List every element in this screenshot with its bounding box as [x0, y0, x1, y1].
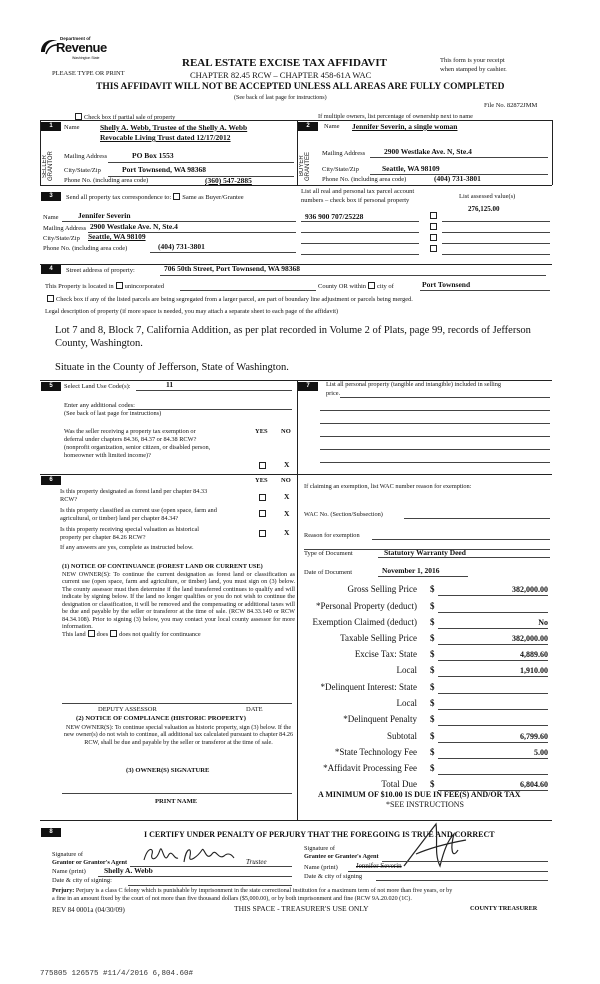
grantee-sig-label-2: Grantee or Grantee's Agent — [304, 853, 379, 860]
street-value[interactable]: 706 50th Street, Port Townsend, WA 98368 — [164, 264, 300, 273]
same-as-checkbox[interactable] — [173, 193, 180, 200]
s6-yes-header: YES — [255, 477, 268, 484]
does-not-checkbox[interactable] — [110, 630, 117, 637]
exemption-q-4: homeowner with limited income)? — [64, 452, 151, 459]
fee-underline — [438, 644, 548, 645]
fee-label: *Delinquent Penalty — [343, 714, 417, 724]
fee-label: Total Due — [381, 779, 417, 789]
grantor-sig-label-1: Signature of — [52, 851, 83, 858]
exemption-wac-label: If claiming an exemption, list WAC number reason for exemption: — [304, 483, 472, 490]
certify: I CERTIFY UNDER PENALTY OF PERJURY THAT THE FOREGOING IS TRUE AND CORRECT — [144, 830, 495, 839]
fee-dollar: $ — [430, 779, 435, 789]
cashier-stamp: 775805 126575 #11/4/2016 6,804.60# — [40, 970, 194, 978]
fee-underline — [438, 725, 548, 726]
county-treasurer: COUNTY TREASURER — [470, 905, 538, 912]
fee-value[interactable]: 6,804.60 — [520, 780, 548, 789]
deputy-assessor: DEPUTY ASSESSOR — [98, 706, 157, 713]
buyer-mailing[interactable]: 2900 Westlake Ave. N, Ste.4 — [384, 147, 472, 156]
deputy-date: DATE — [246, 706, 263, 713]
dor-logo — [38, 34, 108, 66]
grantor-signature — [140, 842, 258, 866]
section-3-number: 3 — [41, 192, 61, 201]
treasurer-space: THIS SPACE - TREASURER'S USE ONLY — [234, 904, 369, 913]
segregated: Check box if any of the listed parcels are being segregated from a larger parcel, are part of boundary line adjustment or parcels being merged. — [45, 295, 413, 303]
fee-label: Local — [396, 665, 417, 675]
buyer-name-label: Name — [324, 123, 340, 130]
grantee-signature-icon — [396, 820, 476, 876]
segregated-checkbox[interactable] — [47, 295, 54, 302]
current-use-yes-checkbox[interactable] — [259, 510, 266, 517]
seller-city[interactable]: Port Townsend, WA 98368 — [122, 165, 207, 174]
seller-label: SELLER GRANTOR — [42, 151, 54, 181]
buyer-phone[interactable]: (404) 731-3801 — [434, 174, 481, 183]
grantee-sig-label-1: Signature of — [304, 845, 335, 852]
mail-name[interactable]: Jennifer Severin — [78, 211, 131, 220]
grantor-name-label: Name (print) — [52, 868, 86, 875]
parcel-checkbox-2[interactable] — [430, 223, 437, 230]
land-use-label: Select Land Use Code(s): — [64, 383, 131, 390]
seller-phone[interactable]: (360) 547-2885 — [205, 176, 252, 185]
mail-city[interactable]: Seattle, WA 98109 — [88, 232, 146, 241]
multiple-owners: If multiple owners, list percentage of ownership next to name — [318, 113, 473, 120]
forest-q-2: RCW? — [60, 496, 78, 503]
exemption-no-answer[interactable]: X — [284, 460, 290, 469]
fee-value[interactable]: 5.00 — [534, 748, 548, 757]
fee-label: Exemption Claimed (deduct) — [312, 617, 417, 627]
if-yes-note: If any answers are yes, complete as instructed below. — [60, 544, 194, 551]
assessed-value[interactable]: 276,125.00 — [468, 205, 500, 213]
doc-date-value[interactable]: November 1, 2016 — [382, 566, 440, 575]
parcel-label-1: List all real and personal tax parcel account — [301, 188, 415, 195]
fee-value[interactable]: 382,000.00 — [512, 634, 548, 643]
mail-phone[interactable]: (404) 731-3801 — [158, 242, 205, 251]
fee-dollar: $ — [430, 731, 435, 741]
seller-mailing[interactable]: PO Box 1553 — [132, 151, 174, 160]
notice-2-title: (2) NOTICE OF COMPLIANCE (HISTORIC PROPERTY) — [76, 715, 246, 722]
exemption-q-2: deferral under chapters 84.36, 84.37 or 84.38 RCW? — [64, 436, 197, 443]
current-use-q-1: Is this property classified as current use (open space, farm and — [60, 507, 217, 514]
fee-underline — [438, 758, 548, 759]
land-use-value[interactable]: 11 — [166, 380, 174, 389]
fee-underline — [438, 612, 548, 613]
forest-q-1: Is this property designated as forest land per chapter 84.33 — [60, 488, 208, 495]
historic-no-answer[interactable]: X — [284, 528, 290, 537]
fee-dollar: $ — [430, 665, 435, 675]
property-located: This Property is located in unincorporated — [45, 283, 164, 290]
legal-line-1: Lot 7 and 8, Block 7, California Addition, as per plat recorded in Volume 2 of Plats, page 99, records of Jefferson — [55, 325, 531, 336]
forest-yes-checkbox[interactable] — [259, 494, 266, 501]
fee-label: Taxable Selling Price — [340, 633, 417, 643]
grantee-date-label: Date & city of signing — [304, 873, 363, 880]
mail-city-label: City/State/Zip — [43, 235, 80, 242]
fee-underline — [438, 693, 548, 694]
buyer-label: BUYER GRANTEE — [299, 151, 311, 181]
historic-q-1: Is this property receiving special valuation as historical — [60, 526, 200, 533]
section-1-number: 1 — [41, 122, 61, 131]
mail-name-label: Name — [43, 214, 59, 221]
fee-label: Subtotal — [386, 731, 417, 741]
notice-2-text: NEW OWNER(S): To continue special valuation as historic property, sign (3) below. If the new owner(s) do not wish to continue, all additional tax calculated pursuant to chapter 84.26 RCW, shall be due and payable by the seller or transferor at the time of sale. — [63, 724, 294, 746]
see-back: (See back of last page for instructions) — [234, 95, 327, 101]
historic-yes-checkbox[interactable] — [259, 530, 266, 537]
owner-signature: (3) OWNER(S) SIGNATURE — [126, 767, 210, 774]
grantor-trustee: Trustee — [246, 858, 267, 866]
receipt-note-2: when stamped by cashier. — [440, 66, 507, 73]
grantee-name-value[interactable]: Jennifer Severin — [356, 862, 402, 870]
buyer-phone-label: Phone No. (including area code) — [322, 176, 407, 183]
mail-phone-label: Phone No. (including area code) — [43, 245, 128, 252]
fee-dollar: $ — [430, 763, 435, 773]
fee-underline — [438, 676, 548, 677]
personal-property-label-2: price. — [326, 390, 341, 397]
fee-label: Local — [396, 698, 417, 708]
fee-underline — [438, 774, 548, 775]
minimum-fee: A MINIMUM OF $10.00 IS DUE IN FEE(S) AND/OR TAX — [318, 790, 521, 799]
fee-dollar: $ — [430, 649, 435, 659]
section-4-number: 4 — [41, 265, 61, 274]
fee-value[interactable]: 4,889.60 — [520, 650, 548, 659]
notice-1-text: NEW OWNER(S): To continue the current designation as forest land or classification as current use (open space, farm and agriculture, or timber) land, you must sign on (3) below. The county assessor must then determine if the land transferred continues to qualify and will indicate by signing below. If the land no longer qualifies or you do not wish to continue the designation or classification, it will be removed and the compensating or additional taxes will be due and payable by the seller or transferor at the time of sale. (RCW 84.33.140 or RCW 84.34.108). Prior to signing (3) below, you may contact your local county assessor for more information. — [62, 571, 295, 631]
mail-mailing[interactable]: 2900 Westlake Ave. N, Ste.4 — [90, 222, 178, 231]
personal-property-label-1: List all personal property (tangible and intangible) included in selling — [326, 381, 502, 388]
fee-label: Gross Selling Price — [347, 584, 417, 594]
exemption-q-1: Was the seller receiving a property tax exemption or — [64, 428, 196, 435]
doc-type-value[interactable]: Statutory Warranty Deed — [384, 548, 466, 557]
fee-dollar: $ — [430, 698, 435, 708]
receipt-note-1: This form is your receipt — [440, 57, 505, 64]
buyer-mailing-label: Mailing Address — [322, 150, 366, 157]
form-chapters: CHAPTER 82.45 RCW – CHAPTER 458-61A WAC — [190, 70, 372, 80]
fee-label: *Personal Property (deduct) — [316, 601, 417, 611]
continuance: This land does does not qualify for continuance — [62, 631, 201, 638]
partial-sale-label: Check box if partial sale of property — [84, 114, 176, 121]
fee-label: *Affidavit Processing Fee — [323, 763, 417, 773]
parcel-value[interactable]: 936 900 707/25228 — [305, 212, 364, 221]
rev-number: REV 84 0001a (04/30/09) — [52, 906, 125, 914]
grantor-sig-label-2: Grantor or Grantor's Agent — [52, 859, 128, 866]
buyer-name[interactable]: Jennifer Severin, a single woman — [352, 122, 458, 131]
street-label: Street address of property: — [66, 267, 135, 274]
current-use-q-2: agricultural, or timber) land per chapter 84.34? — [60, 515, 179, 522]
grantee-name-label: Name (print) — [304, 864, 338, 871]
please-type: PLEASE TYPE OR PRINT — [52, 70, 125, 77]
grantor-name-value[interactable]: Shelly A. Webb — [104, 866, 153, 875]
form-warning: THIS AFFIDAVIT WILL NOT BE ACCEPTED UNLESS ALL AREAS ARE FULLY COMPLETED — [96, 82, 505, 92]
perjury-line-2: a fine in an amount fixed by the court of not more than five thousand dollars ($5,000.00), or by both imprisonment and fine (RCW 9A.20.020 (1C). — [52, 896, 412, 902]
section-8-number: 8 — [41, 828, 61, 837]
buyer-city[interactable]: Seattle, WA 98109 — [382, 164, 440, 173]
legal-line-2: County, Washington. — [55, 338, 143, 349]
s5-no-header: NO — [281, 428, 291, 435]
assessed-label: List assessed value(s) — [459, 193, 516, 200]
parcel-checkbox-1[interactable] — [430, 212, 437, 219]
parcel-checkbox-4[interactable] — [430, 245, 437, 252]
city-of-checkbox[interactable] — [368, 282, 375, 289]
reason-label: Reason for exemption — [304, 532, 360, 539]
section-7-number: 7 — [298, 382, 318, 391]
fee-dollar: $ — [430, 617, 435, 627]
seller-name-1[interactable]: Shelly A. Webb, Trustee of the Shelly A. Webb — [100, 123, 248, 132]
seller-phone-label: Phone No. (including area code) — [64, 177, 149, 184]
fee-dollar: $ — [430, 747, 435, 757]
fee-underline — [438, 628, 548, 629]
forest-no-answer[interactable]: X — [284, 492, 290, 501]
unincorporated-checkbox[interactable] — [116, 282, 123, 289]
county-within: County OR within city of — [318, 283, 394, 290]
additional-see-back: (See back of last page for instructions) — [64, 410, 162, 417]
s5-yes-header: YES — [255, 428, 268, 435]
section-6-number: 6 — [41, 476, 61, 485]
buyer-city-label: City/State/Zip — [322, 166, 359, 173]
fee-value[interactable]: No — [538, 618, 548, 627]
logo-top: Department of — [60, 36, 91, 41]
exemption-q-3: (nonprofit organization, senior citizen, or disabled person, — [64, 444, 211, 451]
fee-value[interactable]: 6,799.60 — [520, 732, 548, 741]
fee-dollar: $ — [430, 714, 435, 724]
fee-underline — [438, 709, 548, 710]
seller-name-2[interactable]: Revocable Living Trust dated 12/17/2012 — [100, 133, 231, 142]
fee-dollar: $ — [430, 584, 435, 594]
exemption-yes-checkbox[interactable] — [259, 462, 266, 469]
fee-value[interactable]: 382,000.00 — [512, 585, 548, 594]
parcel-label-2: numbers – check box if personal property — [301, 197, 410, 204]
send-correspondence: Send all property tax correspondence to: Same as Buyer/Grantee — [66, 194, 244, 201]
fee-label: Excise Tax: State — [354, 649, 417, 659]
fee-dollar: $ — [430, 682, 435, 692]
section-2-number: 2 — [298, 122, 318, 131]
fee-underline — [438, 595, 548, 596]
see-instructions: *SEE INSTRUCTIONS — [386, 800, 465, 809]
fee-label: *Delinquent Interest: State — [320, 682, 417, 692]
fee-label: *State Technology Fee — [334, 747, 417, 757]
s6-no-header: NO — [281, 477, 291, 484]
grantee-signature — [396, 820, 476, 876]
seller-city-label: City/State/Zip — [64, 167, 101, 174]
seller-mailing-label: Mailing Address — [64, 153, 108, 160]
print-name: PRINT NAME — [155, 798, 198, 805]
logo-name: Revenue — [56, 40, 107, 55]
grantor-date-label: Date & city of signing: — [52, 877, 112, 884]
fee-underline — [438, 742, 548, 743]
legal-line-3: Situate in the County of Jefferson, State of Washington. — [55, 362, 289, 373]
fee-underline — [438, 660, 548, 661]
doc-date-label: Date of Document — [304, 569, 353, 576]
does-checkbox[interactable] — [88, 630, 95, 637]
perjury-line-1: Perjury: Perjury is a class C felony which is punishable by imprisonment in the state correctional institution for a maximum term of not more than five years, or by — [52, 888, 453, 894]
historic-q-2: property per chapter 84.26 RCW? — [60, 534, 146, 541]
logo-sub: Washington State — [72, 56, 100, 60]
partial-sale-checkbox[interactable] — [75, 113, 82, 120]
wac-no-label: WAC No. (Section/Subsection) — [304, 511, 383, 518]
current-use-no-answer[interactable]: X — [284, 509, 290, 518]
mail-mailing-label: Mailing Address — [43, 225, 87, 232]
form-title: REAL ESTATE EXCISE TAX AFFIDAVIT — [182, 57, 387, 69]
doc-type-label: Type of Document — [304, 550, 353, 557]
legal-label: Legal description of property (if more space is needed, you may attach a separate sheet to each page of the affidavit) — [45, 308, 339, 315]
fee-dollar: $ — [430, 601, 435, 611]
section-5-number: 5 — [41, 382, 61, 391]
grantor-signature-icon — [140, 842, 258, 868]
city-of-value[interactable]: Port Townsend — [422, 280, 471, 289]
seller-name-label: Name — [64, 124, 80, 131]
parcel-checkbox-3[interactable] — [430, 234, 437, 241]
fee-dollar: $ — [430, 633, 435, 643]
notice-1-title: (1) NOTICE OF CONTINUANCE (FOREST LAND OR CURRENT USE) — [62, 563, 263, 570]
additional-codes-label: Enter any additional codes: — [64, 402, 135, 409]
file-no: File No. 82872JMM — [484, 102, 538, 109]
fee-value[interactable]: 1,910.00 — [520, 666, 548, 675]
